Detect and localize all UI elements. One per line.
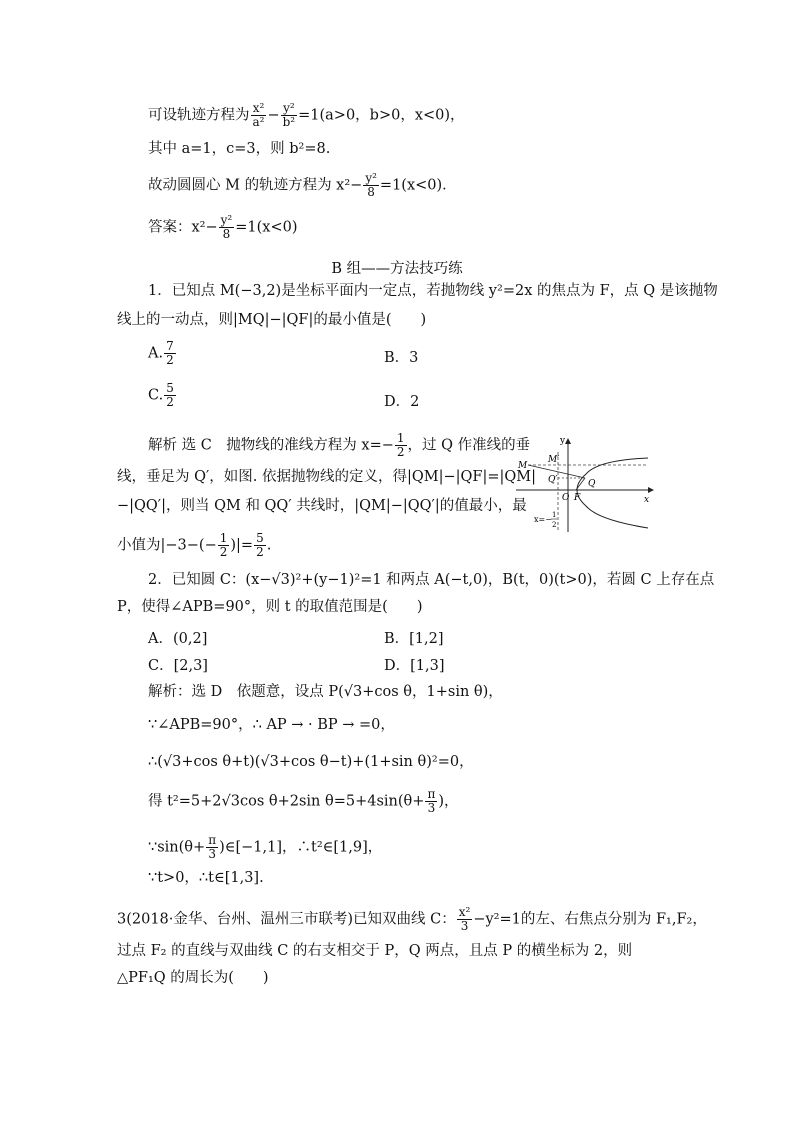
q2-stem-line1: 2．已知圆 C：(x−√3)²+(y−1)²=1 和两点 A(−t,0)，B(t，0)(t>0)，若圆 C 上存在点 [148, 572, 715, 588]
q1-solution-line1: 解析 选 C 抛物线的准线方程为 x=− $\frac{1}{2}$ ，过 Q 作准线的垂 [148, 431, 531, 459]
q2-solution-line4: 得 t²=5+2√3cos θ+2sin θ=5+4sin(θ+ $\frac{\pi}{3}$ )， [148, 787, 459, 815]
section-title: B 组——方法技巧练 [331, 261, 463, 277]
label-directrix-den: 2 [552, 521, 557, 529]
label-directrix: x=− [534, 515, 552, 524]
answer-line: 答案：x²− $\frac{\text{y²}}{8}$ =1(x<0) [148, 213, 298, 241]
trajectory-eq-line: 可设轨迹方程为 $\frac{\text{x²}}{\text{a²}}$ − $\frac{\text{y²}}{\text{b²}}$ =1(a>0，b>0，x<0)， [148, 101, 465, 129]
label-m: M [518, 461, 528, 471]
q2-solution-line5: ∵sin(θ+ $\frac{\pi}{3}$ )∈[−1,1]，∴t²∈[1,9]， [148, 833, 383, 861]
q2-solution-line1: 解析：选 D 依题意，设点 P(√3+cos θ，1+sin θ)， [148, 684, 503, 700]
q2-option-d: D．[1,3] [384, 658, 445, 674]
label-f: F [574, 493, 581, 503]
q3-stem-line3: △PF₁Q 的周长为( ) [117, 970, 269, 986]
q1-option-d: D．2 [384, 394, 420, 410]
q3-stem-line1: 3(2018·金华、台州、温州三市联考)已知双曲线 C： $\frac{\text{x²}}{3}$ −y²=1的左、右焦点分别为 F₁,F₂， [117, 905, 707, 933]
x-axis-arrow [648, 487, 654, 493]
q1-solution-line4: 小值为|−3−(− $\frac{1}{2}$ )|= $\frac{5}{2}$ . [117, 531, 272, 559]
q2-option-c: C．[2,3] [148, 658, 208, 674]
q2-solution-line2: ∵∠APB=90°，∴ AP → · BP → =0， [148, 717, 395, 733]
q3-stem-line2: 过点 F₂ 的直线与双曲线 C 的右支相交于 P，Q 两点，且点 P 的横坐标为 2，则 [117, 943, 633, 959]
label-o: O [562, 493, 570, 503]
q2-option-b: B．[1,2] [384, 631, 444, 647]
label-q: Q [588, 479, 596, 489]
q1-stem-line1: 1．已知点 M(−3,2)是坐标平面内一定点，若抛物线 y²=2x 的焦点为 F，点 Q 是该抛物 [148, 283, 718, 299]
q1-solution-line2: 线，垂足为 Q′，如图. 依据抛物线的定义，得|QM|−|QF|=|QM| [117, 469, 537, 485]
label-m-prime: M′ [548, 455, 560, 465]
q2-option-a: A．(0,2] [148, 631, 208, 647]
q1-option-b: B．3 [384, 350, 419, 366]
label-directrix-num: 1 [552, 511, 557, 519]
q1-solution-line3: −|QQ′|，则当 QM 和 QQ′ 共线时，|QM|−|QQ′|的值最小，最 [117, 498, 527, 514]
label-x: x [644, 495, 650, 505]
y-axis-arrow [565, 438, 571, 444]
parabola-curve [577, 458, 648, 528]
q1-stem-line2: 线上的一动点，则|MQ|−|QF|的最小值是( ) [117, 312, 427, 328]
q2-stem-line2: P，使得∠APB=90°，则 t 的取值范围是( ) [117, 599, 423, 615]
q2-solution-line3: ∴(√3+cos θ+t)(√3+cos θ−t)+(1+sin θ)²=0， [148, 754, 474, 770]
label-q-prime: Q′ [548, 475, 558, 485]
params-line: 其中 a=1，c=3，则 b²=8. [148, 141, 331, 157]
q1-option-c: C. $\frac{5}{2}$ [148, 381, 174, 409]
parabola-figure [508, 430, 658, 538]
q2-solution-line6: ∵t>0，∴t∈[1,3]. [148, 870, 264, 886]
locus-line: 故动圆圆心 M 的轨迹方程为 x²− $\frac{\text{y²}}{8}$ =1(x<0)． [148, 171, 457, 199]
q1-option-a: A. $\frac{7}{2}$ [148, 339, 174, 367]
label-y: y [560, 436, 566, 446]
